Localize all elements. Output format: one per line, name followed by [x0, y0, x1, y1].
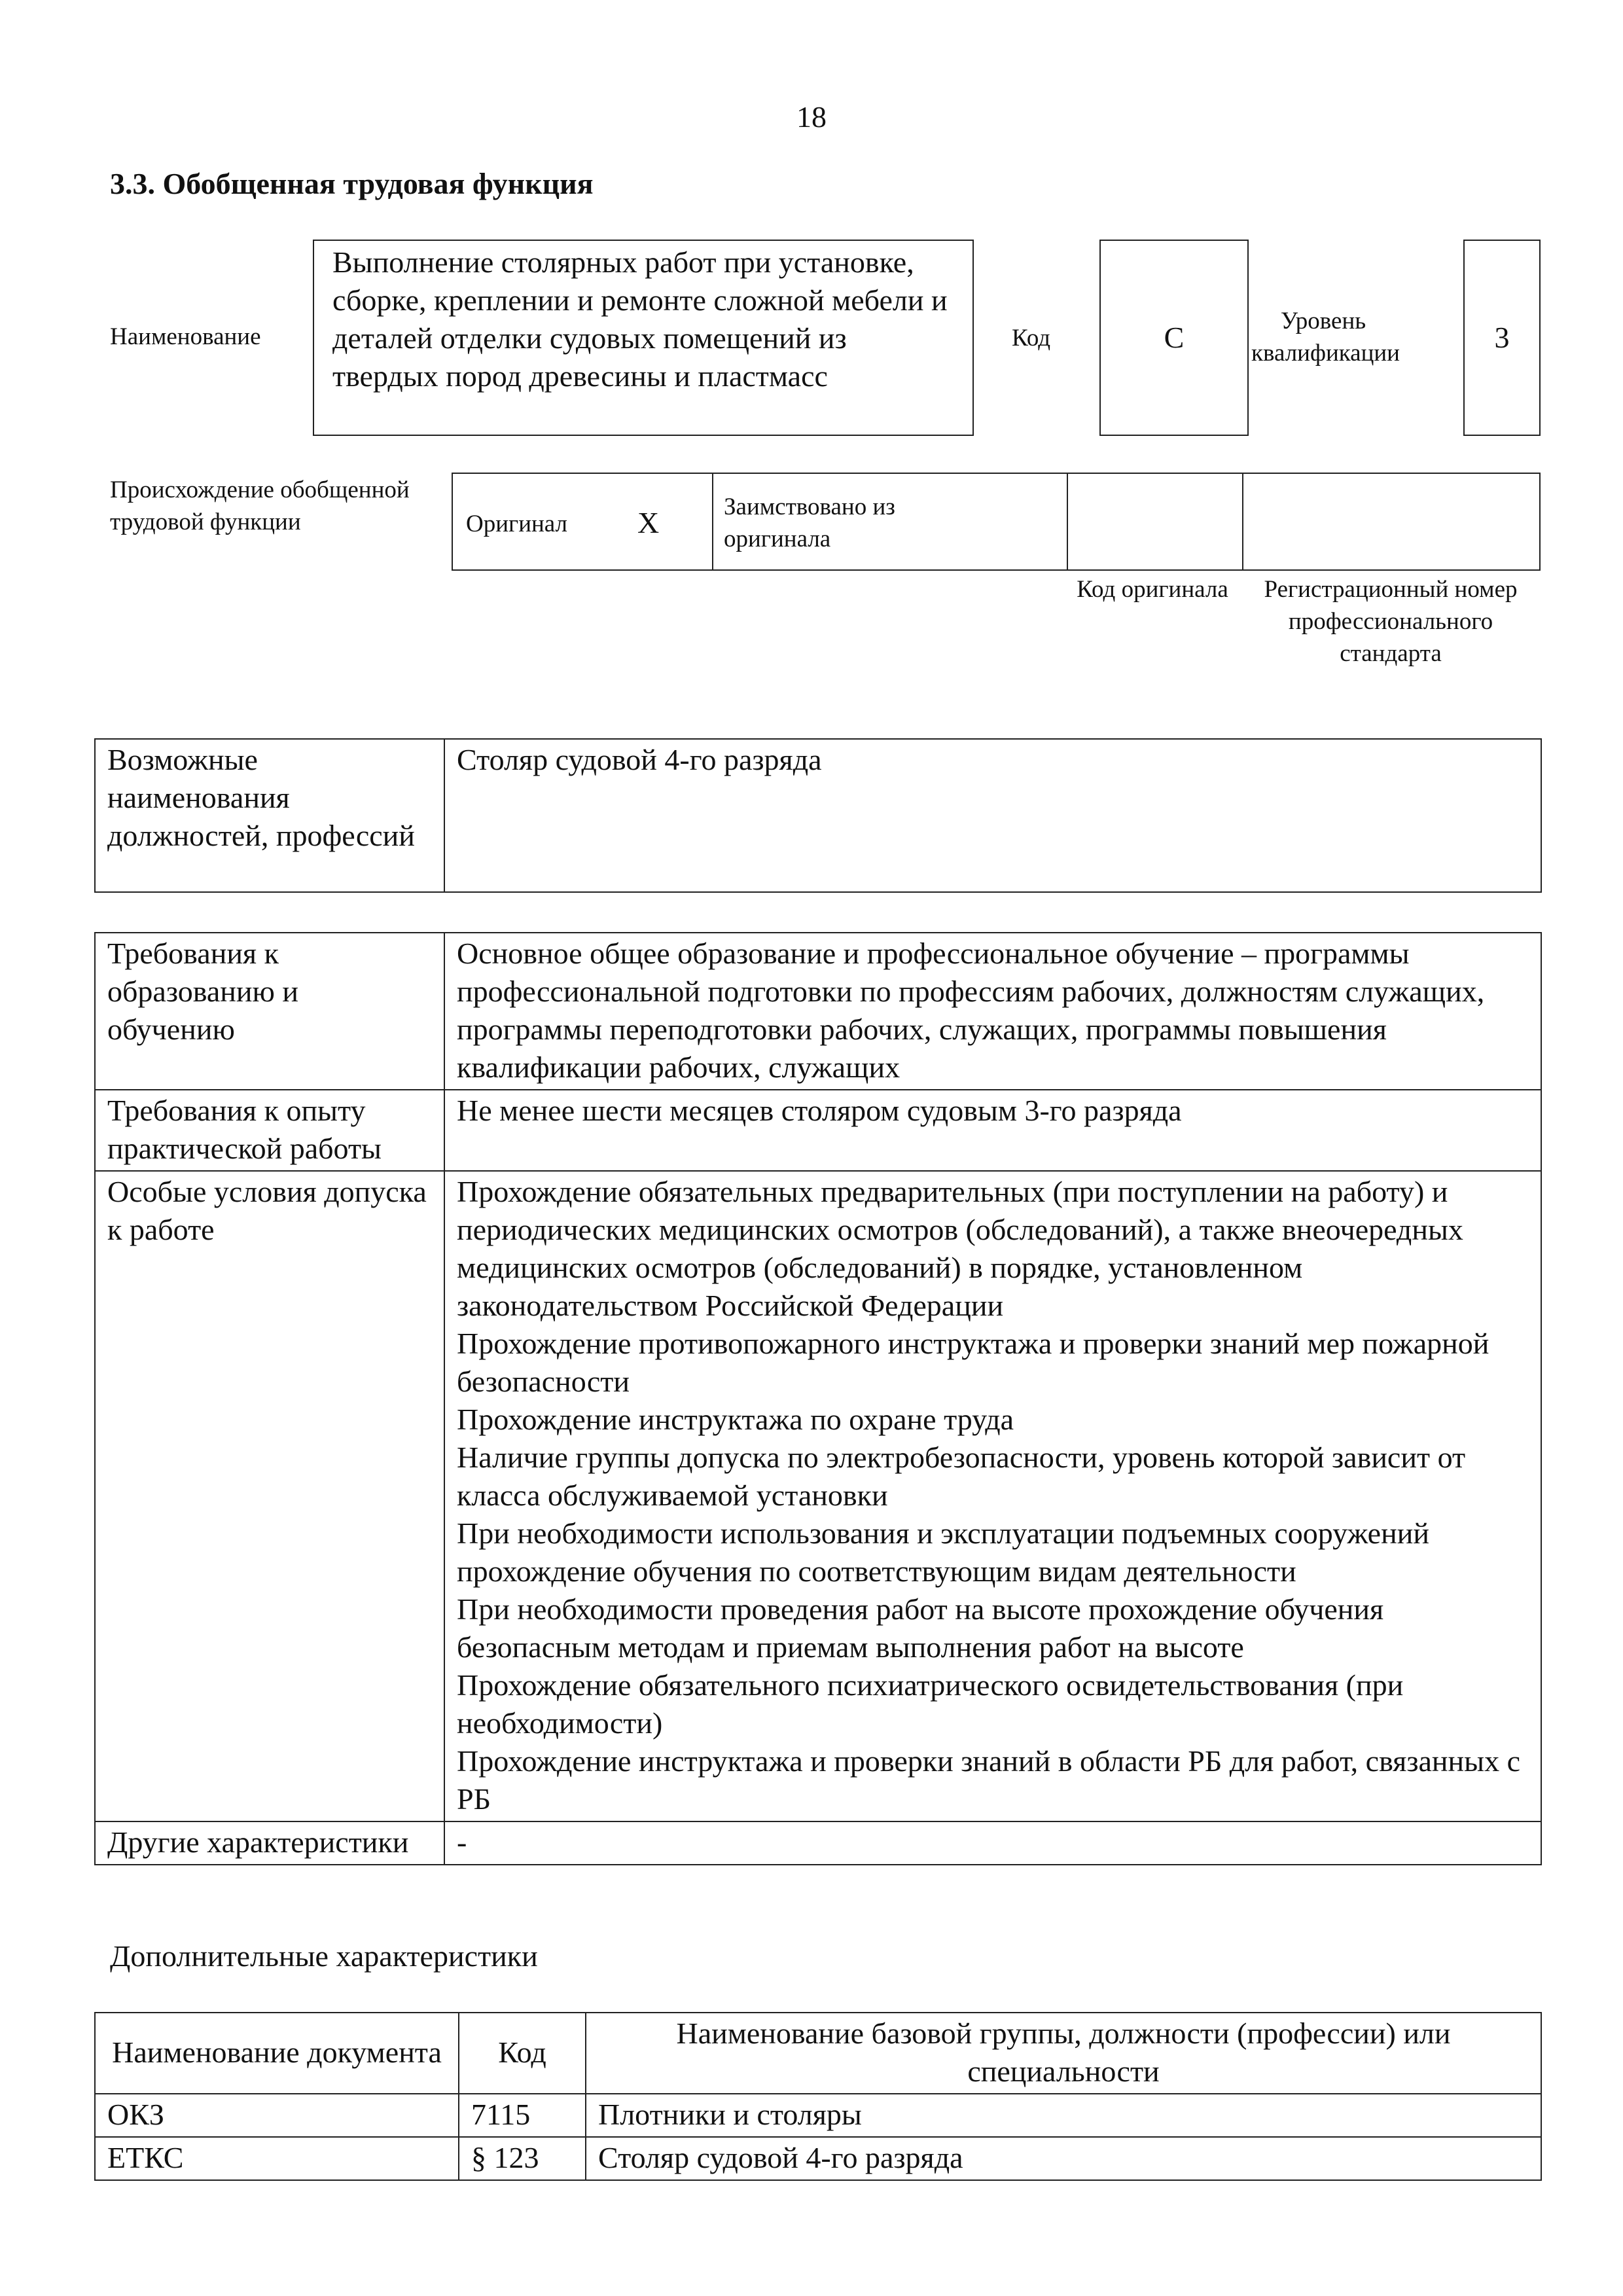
- positions-row: [95, 739, 1541, 892]
- requirement-label: Особые условия допуска к работе: [95, 1171, 444, 1821]
- borrowed-label: Заимствовано из оригинала: [724, 493, 895, 552]
- header-document: Наименование документа: [95, 2013, 459, 2094]
- section-title: 3.3. Обобщенная трудовая функция: [110, 167, 594, 200]
- additional-table: [94, 2012, 1542, 2181]
- original-label: Оригинал: [466, 511, 568, 537]
- requirement-value: Основное общее образование и профессиональное обучение – программы профессиональной подготовки по профессиям рабочих, должностям служащих, программы переподготовки рабочих, служащих, программы повышения квалификации рабочих, служащих: [444, 933, 1541, 1090]
- document-code: 7115: [459, 2094, 586, 2137]
- requirement-row: [95, 1090, 1541, 1171]
- requirement-row: [95, 1821, 1541, 1865]
- special-condition-item: Наличие группы допуска по электробезопасности, уровень которой зависит от класса обслуживаемой установки: [457, 1441, 1466, 1512]
- requirement-row: [95, 1171, 1541, 1821]
- code-box: [1099, 240, 1249, 436]
- function-name-value: Выполнение столярных работ при установке, сборке, креплении и ремонте сложной мебели и деталей отделки судовых помещений из твердых пород древесины и пластмасс: [332, 245, 948, 393]
- requirement-label: Требования к опыту практической работы: [95, 1090, 444, 1171]
- function-name-box: [313, 240, 974, 436]
- special-condition-item: Прохождение инструктажа по охране труда: [457, 1403, 1014, 1436]
- level-value: 3: [1494, 321, 1510, 354]
- requirements-table: [94, 932, 1542, 1865]
- positions-value: Столяр судовой 4-го разряда: [444, 739, 1541, 892]
- document-code: § 123: [459, 2137, 586, 2180]
- origin-label: Происхождение обобщенной трудовой функции: [110, 476, 410, 535]
- document-name: ОКЗ: [95, 2094, 459, 2137]
- level-box: [1463, 240, 1541, 436]
- requirement-value: [444, 1171, 1541, 1821]
- original-mark: X: [637, 506, 660, 539]
- special-condition-item: При необходимости проведения работ на высоте прохождение обучения безопасным методам и приемам выполнения работ на высоте: [457, 1592, 1384, 1664]
- reg-number-caption: Регистрационный номер профессионального стандарта: [1264, 576, 1518, 667]
- requirement-value: Не менее шести месяцев столяром судовым 3-го разряда: [444, 1090, 1541, 1171]
- table-row: [95, 2137, 1541, 2180]
- additional-header-row: [95, 2013, 1541, 2094]
- page-number: 18: [796, 100, 827, 134]
- requirement-value: -: [444, 1821, 1541, 1865]
- header-code: Код: [459, 2013, 586, 2094]
- table-row: [95, 2094, 1541, 2137]
- requirement-label: Требования к образованию и обучению: [95, 933, 444, 1090]
- document-name: ЕТКС: [95, 2137, 459, 2180]
- name-label: Наименование: [110, 323, 261, 350]
- requirement-row: [95, 933, 1541, 1090]
- special-condition-item: Прохождение обязательных предварительных (при поступлении на работу) и периодических медицинских осмотров (обследований), а также внеочередных медицинских осмотров (обследований) в порядке, установленном законодательством Российской Федерации: [457, 1175, 1463, 1322]
- positions-label: Возможные наименования должностей, профессий: [95, 739, 444, 892]
- header-group: Наименование базовой группы, должности (профессии) или специальности: [586, 2013, 1541, 2094]
- origin-divider-1: [712, 474, 713, 569]
- code-label: Код: [1012, 325, 1051, 351]
- code-original-caption: Код оригинала: [1077, 576, 1228, 603]
- special-condition-item: Прохождение противопожарного инструктажа и проверки знаний мер пожарной безопасности: [457, 1327, 1489, 1398]
- origin-divider-2: [1067, 474, 1068, 569]
- special-condition-item: Прохождение инструктажа и проверки знаний в области РБ для работ, связанных с РБ: [457, 1744, 1520, 1816]
- code-value: C: [1164, 321, 1185, 354]
- group-name: Столяр судовой 4-го разряда: [586, 2137, 1541, 2180]
- group-name: Плотники и столяры: [586, 2094, 1541, 2137]
- level-label: Уровень квалификации: [1251, 308, 1400, 367]
- special-condition-item: Прохождение обязательного психиатрического освидетельствования (при необходимости): [457, 1668, 1404, 1740]
- additional-title: Дополнительные характеристики: [110, 1939, 538, 1973]
- origin-divider-3: [1242, 474, 1243, 569]
- requirement-label: Другие характеристики: [95, 1821, 444, 1865]
- origin-table: [452, 473, 1541, 571]
- positions-table: [94, 738, 1542, 893]
- special-condition-item: При необходимости использования и эксплуатации подъемных сооружений прохождение обучения по соответствующим видам деятельности: [457, 1516, 1429, 1588]
